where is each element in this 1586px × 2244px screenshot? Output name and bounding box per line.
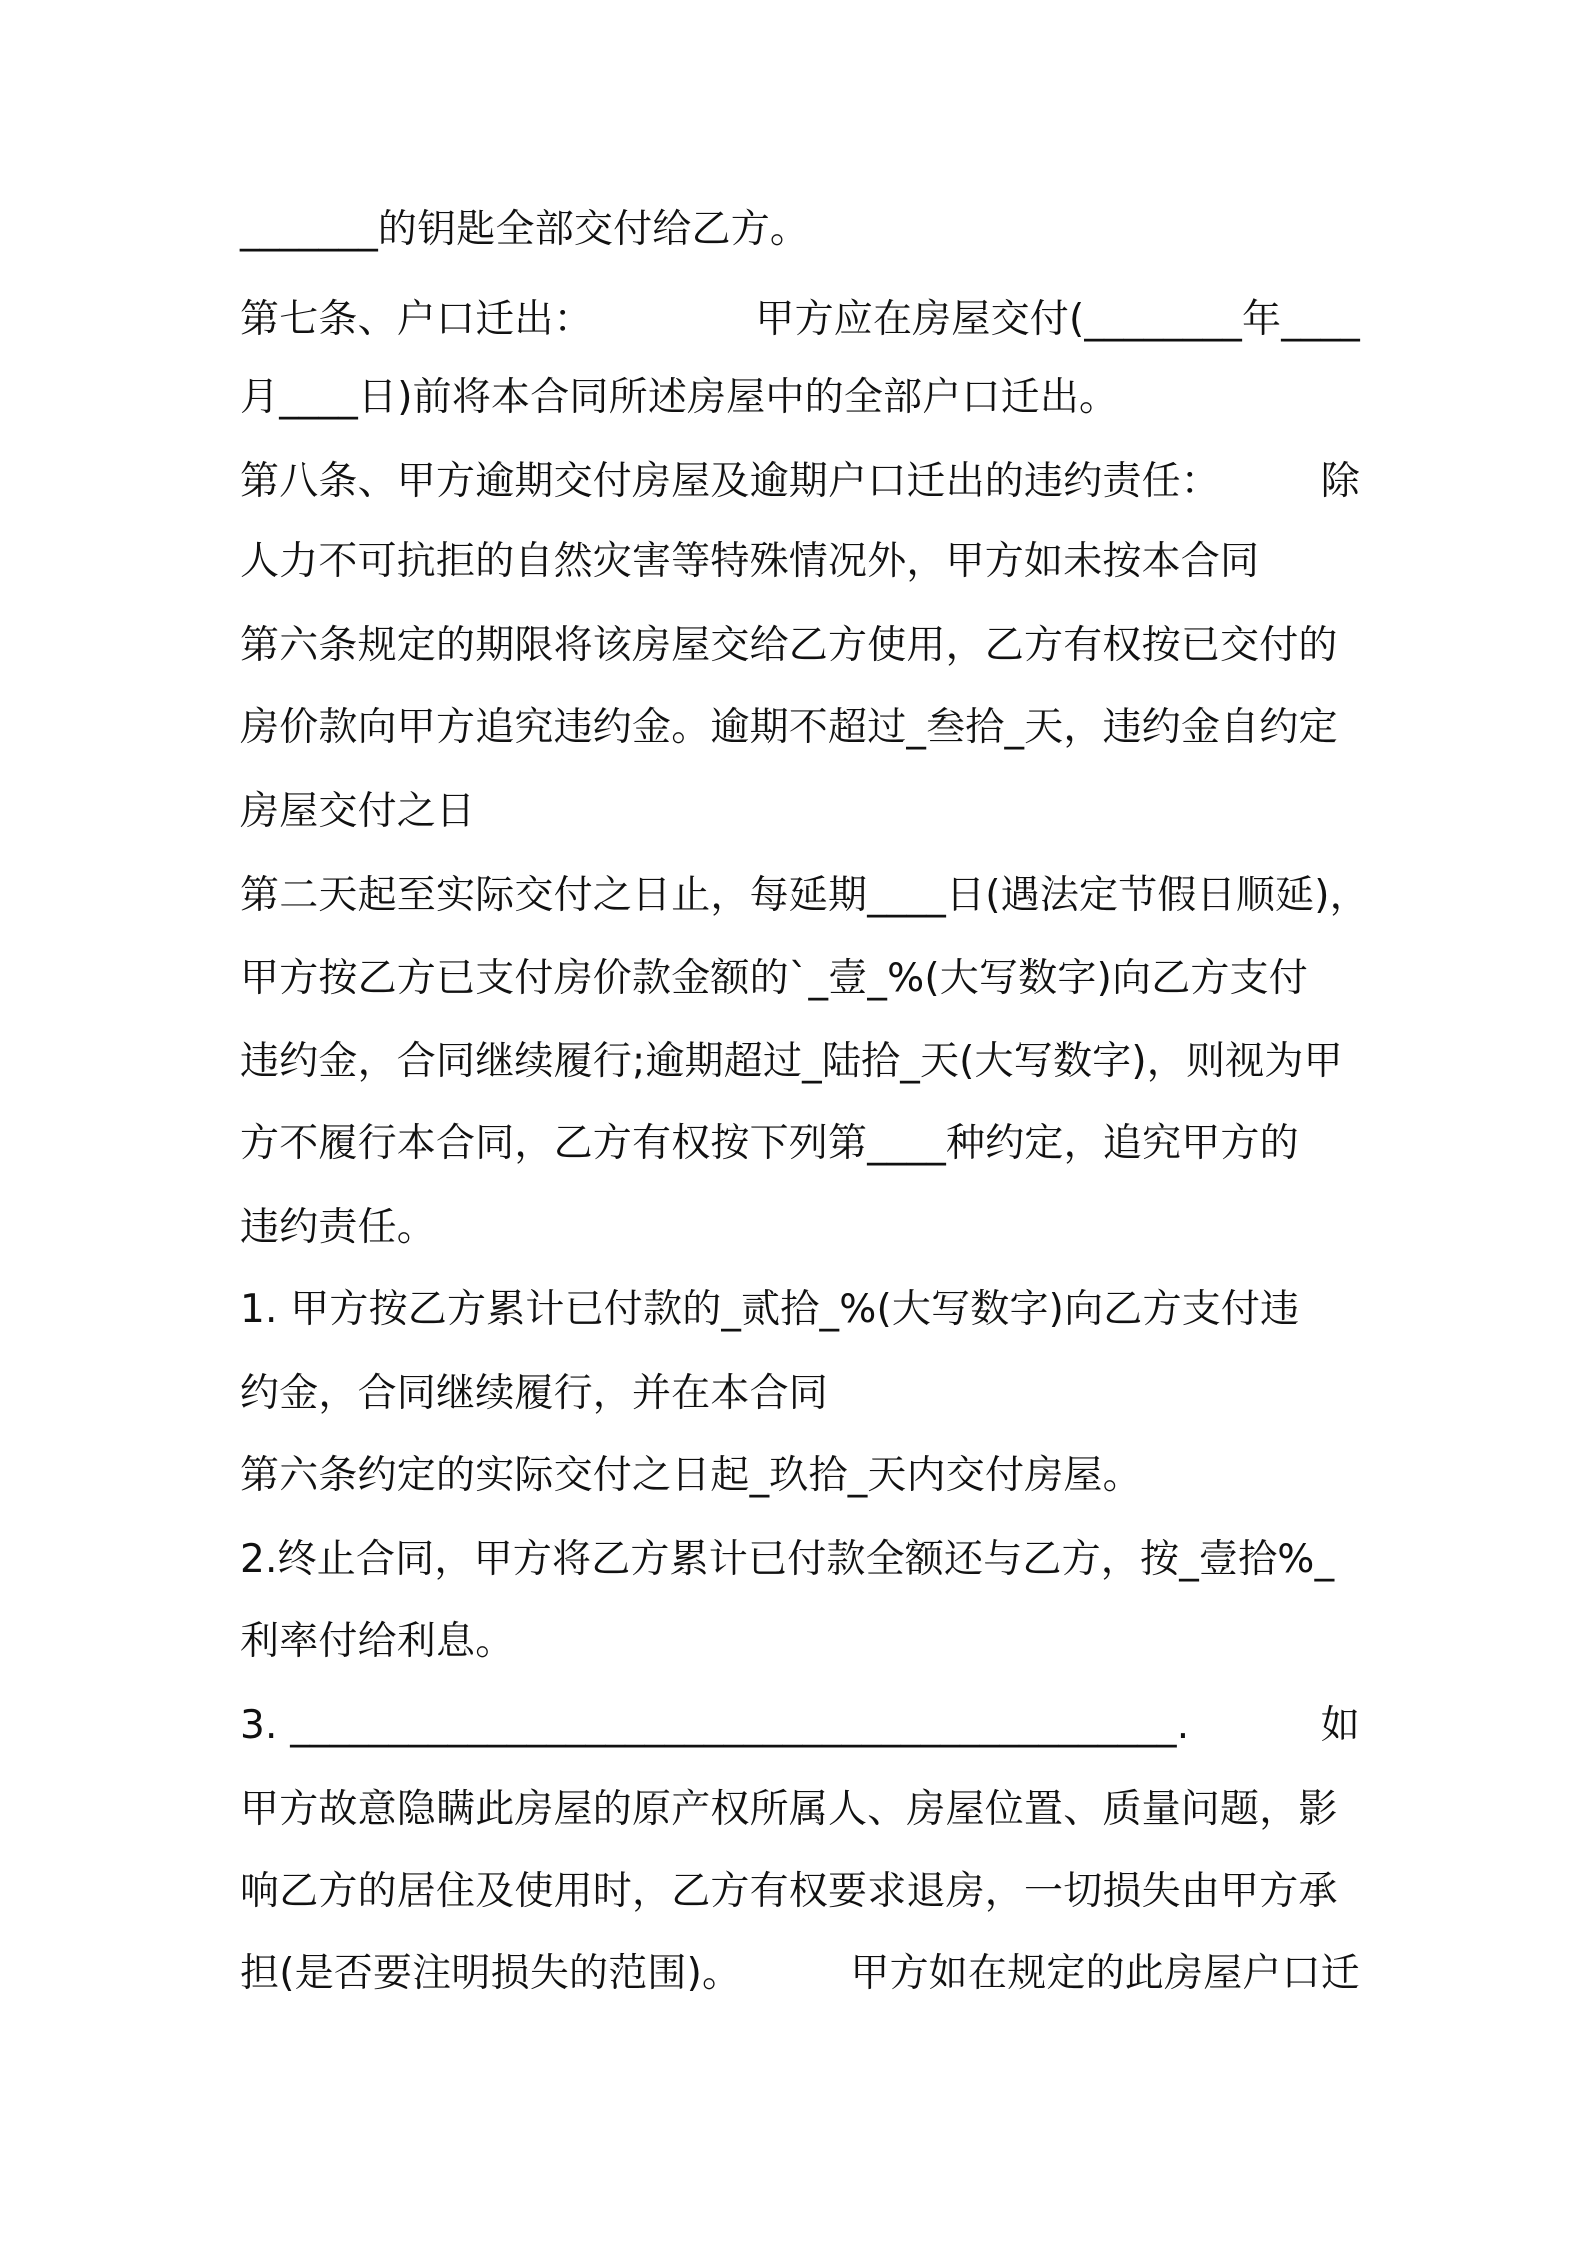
text-line: 违约金，合同继续履行;逾期超过_陆拾_天(大写数字)，则视为甲	[240, 1039, 1343, 1084]
text-line	[240, 1948, 1360, 2000]
clause-text: 除	[1320, 459, 1360, 504]
text-line: 方不履行本合同，乙方有权按下列第____种约定，追究甲方的	[240, 1121, 1299, 1166]
text-line	[240, 294, 1360, 346]
clause-heading: 第八条、甲方逾期交付房屋及逾期户口迁出的违约责任：	[240, 459, 1221, 504]
text-line: 违约责任。	[240, 1205, 437, 1250]
text-line: 第六条规定的期限将该房屋交给乙方使用，乙方有权按已交付的	[240, 623, 1338, 668]
text-line	[240, 1700, 1360, 1752]
clause-text: 如	[1320, 1703, 1360, 1748]
text-line: 1. 甲方按乙方累计已付款的_贰拾_%(大写数字)向乙方支付违	[240, 1287, 1300, 1332]
text-line: _______的钥匙全部交付给乙方。	[240, 207, 810, 252]
text-line: 房价款向甲方追究违约金。逾期不超过_叁拾_天，违约金自约定	[240, 705, 1338, 750]
text-line: 人力不可抗拒的自然灾害等特殊情况外，甲方如未按本合同	[240, 539, 1260, 584]
clause-text: 甲方如在规定的此房屋户口迁	[850, 1951, 1360, 1996]
text-line: 约金，合同继续履行，并在本合同	[240, 1371, 829, 1416]
text-line: 房屋交付之日	[240, 789, 476, 834]
clause-heading: 第七条、户口迁出：	[240, 297, 593, 342]
list-item-3: 3. _____________________________________________.	[240, 1703, 1190, 1748]
text-line: 响乙方的居住及使用时，乙方有权要求退房，一切损失由甲方承	[240, 1869, 1338, 1914]
text-line: 月____日)前将本合同所述房屋中的全部户口迁出。	[240, 375, 1119, 420]
text-line: 第六条约定的实际交付之日起_玖拾_天内交付房屋。	[240, 1453, 1142, 1498]
text-line: 利率付给利息。	[240, 1619, 515, 1664]
clause-text: 担(是否要注明损失的范围)。	[240, 1951, 742, 1996]
text-line: 甲方按乙方已支付房价款金额的`_壹_%(大写数字)向乙方支付	[240, 956, 1308, 1001]
text-line: 甲方故意隐瞒此房屋的原产权所属人、房屋位置、质量问题，影	[240, 1787, 1338, 1832]
text-line	[240, 456, 1360, 508]
text-line: 2.终止合同，甲方将乙方累计已付款全额还与乙方，按_壹拾%_	[240, 1537, 1335, 1582]
text-line: 第二天起至实际交付之日止，每延期____日(遇法定节假日顺延)，	[240, 873, 1369, 918]
clause-text: 甲方应在房屋交付(________年____	[755, 297, 1360, 342]
